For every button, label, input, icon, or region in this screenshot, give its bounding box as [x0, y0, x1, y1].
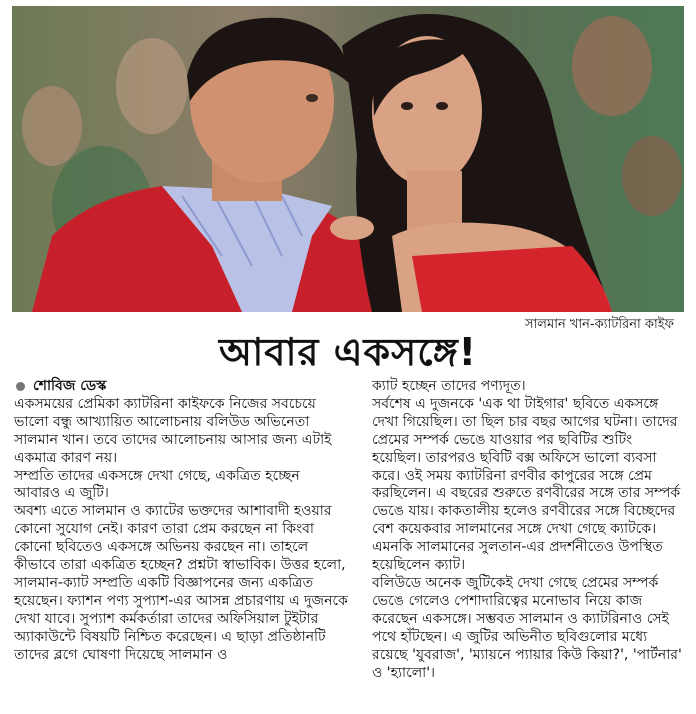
article-column-right: [372, 378, 684, 682]
photo-caption: সালমান খান-ক্যাটরিনা কাইফ: [524, 317, 674, 332]
bullet-icon: [16, 382, 25, 391]
paragraph: সর্বশেষ এ দুজনকে 'এক থা টাইগার' ছবিতে একসঙ্গে দেখা গিয়েছিল। তা ছিল চার বছর আগের ঘটনা। তাদের প্রেমের সম্পর্ক ভেঙে যাওয়ার পর ছবিটির শুটিং হয়েছিল। তারপরও ছবিটি বক্স অফিসে ভালো ব্যবসা করে। ওই সময় ক্যাটরিনা রণবীর কাপুরের সঙ্গে প্রেম করছিলেন। এ বছরের শুরুতে রণবীরের সঙ্গে তার সম্পর্ক ভেঙে যায়। কাকতালীয় হলেও রণবীরের সঙ্গে বিচ্ছেদের বেশ কয়েকবার সালমানের সঙ্গে দেখা গেছে ক্যাটকে। এমনকি সালমানের সুলতান-এর প্রদর্শনীতেও উপস্থিত হয়েছিলেন ক্যাট।: [372, 395, 681, 574]
paragraph: ক্যাট হচ্ছেন তাদের পণ্যদূত।: [372, 378, 526, 394]
article-column-left: [14, 378, 348, 665]
paragraph: সম্প্রতি তাদের একসঙ্গে দেখা গেছে, একত্রিত হচ্ছেন আবারও এ জুটি।: [14, 467, 300, 502]
paragraph: বলিউডে অনেক জুটিকেই দেখা গেছে প্রেমের সম্পর্ক ভেঙে গেলেও পেশাদারিত্বের মনোভাব নিয়ে কাজ করেছেন একসঙ্গে। সম্ভবত সালমান ও ক্যাটরিনাও সেই পথে হাঁটছেন। এ জুটির অভিনীত ছবিগুলোর মধ্যে রয়েছে 'যুবরাজ', 'ম্যায়নে প্যায়ার কিউ কিয়া?', 'পার্টনার' ও 'হ্যালো'।: [372, 574, 682, 681]
paragraph: একসময়ের প্রেমিকা ক্যাটরিনা কাইফকে নিজের সবচেয়ে ভালো বন্ধু আখ্যায়িত আলোচনায় বলিউড অভিনেতা সালমান খান। তবে তাদের আলোচনায় আসার জন্য এটাই একমাত্র কারণ নয়।: [14, 395, 332, 466]
headline: আবার একসঙ্গে!: [218, 330, 478, 374]
byline: [14, 378, 348, 396]
photo-illustration: [12, 6, 684, 312]
news-photo: [12, 6, 684, 312]
paragraph: অবশ্য এতে সালমান ও ক্যাটের ভক্তদের আশাবাদী হওয়ার কোনো সুযোগ নেই। কারণ তারা প্রেম করছেন না কিংবা কোনো ছবিতেও একসঙ্গে অভিনয় করছেন না। তাহলে কীভাবে তারা একত্রিত হচ্ছেন? প্রশ্নটা স্বাভাবিক। উত্তর হলো, সালমান-ক্যাট সম্প্রতি একটি বিজ্ঞাপনের জন্য একত্রিত হয়েছেন। ফ্যাশন পণ্য সুপ্যাশ-এর আসন্ন প্রচারণায় এ দুজনকে দেখা যাবে। সুপ্যাশ কর্মকর্তারা তাদের অফিসিয়াল টুইটার অ্যাকাউন্টে বিষয়টি নিশ্চিত করেছেন। এ ছাড়া প্রতিষ্ঠানটি তাদের ব্লগে ঘোষণা দিয়েছে সালমান ও: [14, 503, 348, 663]
byline-text: শোবিজ ডেস্ক: [33, 378, 107, 394]
